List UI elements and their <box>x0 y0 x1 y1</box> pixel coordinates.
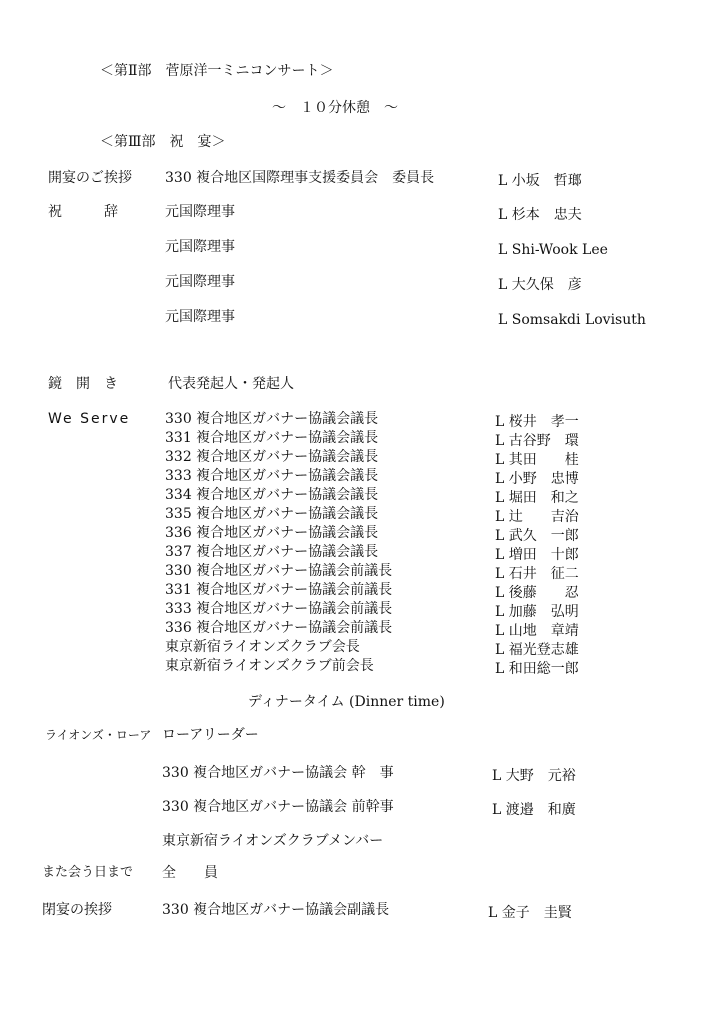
weserve-role: 331 複合地区ガバナー協議会前議長 <box>165 582 393 598</box>
weserve-name: L 石井 征二 <box>495 566 579 582</box>
part2-heading: ＜第Ⅱ部 菅原洋一ミニコンサート＞ <box>100 63 334 79</box>
weserve-role: 330 複合地区ガバナー協議会議長 <box>165 411 379 427</box>
weserve-name: L 和田総一郎 <box>495 661 579 677</box>
shuji-role: 元国際理事 <box>165 309 235 325</box>
dinner-heading: ディナータイム (Dinner time) <box>248 694 445 710</box>
shuji-role: 元国際理事 <box>165 239 235 255</box>
weserve-role: 東京新宿ライオンズクラブ会長 <box>165 639 360 655</box>
weserve-name: L 増田 十郎 <box>495 547 579 563</box>
weserve-role: 335 複合地区ガバナー協議会議長 <box>165 506 379 522</box>
weserve-role: 333 複合地区ガバナー協議会前議長 <box>165 601 393 617</box>
weserve-name: L 桜井 孝一 <box>495 414 579 430</box>
weserve-name: L 後藤 忍 <box>495 585 579 601</box>
weserve-name: L 加藤 弘明 <box>495 604 579 620</box>
weserve-name: L 山地 章靖 <box>495 623 579 639</box>
weserve-name: L 古谷野 環 <box>495 433 579 449</box>
mata-label: また会う日まで <box>42 865 134 880</box>
closing-role: 330 複合地区ガバナー協議会副議長 <box>162 902 390 918</box>
roar-leader: ローアリーダー <box>162 727 259 743</box>
kagami-role: 代表発起人・発起人 <box>168 376 294 392</box>
weserve-role: 331 複合地区ガバナー協議会議長 <box>165 430 379 446</box>
weserve-role: 332 複合地区ガバナー協議会議長 <box>165 449 379 465</box>
opening-role: 330 複合地区国際理事支援委員会 委員長 <box>165 170 435 186</box>
weserve-name: L 武久 一郎 <box>495 528 579 544</box>
shuji-name: L 杉本 忠夫 <box>498 207 582 223</box>
shuji-name: L 大久保 彦 <box>498 277 582 293</box>
roar-role: 330 複合地区ガバナー協議会 前幹事 <box>162 799 394 815</box>
weserve-role: 336 複合地区ガバナー協議会議長 <box>165 525 379 541</box>
shuji-label: 祝 辞 <box>48 204 118 220</box>
shuji-role: 元国際理事 <box>165 204 235 220</box>
weserve-name: L 堀田 和之 <box>495 490 579 506</box>
weserve-role: 336 複合地区ガバナー協議会前議長 <box>165 620 393 636</box>
shuji-name: L Somsakdi Lovisuth <box>498 312 646 328</box>
shuji-role: 元国際理事 <box>165 274 235 290</box>
weserve-name: L 小野 忠博 <box>495 471 579 487</box>
roar-role: 東京新宿ライオンズクラブメンバー <box>162 833 384 849</box>
weserve-role: 330 複合地区ガバナー協議会前議長 <box>165 563 393 579</box>
weserve-role: 337 複合地区ガバナー協議会議長 <box>165 544 379 560</box>
weserve-role: 334 複合地区ガバナー協議会議長 <box>165 487 379 503</box>
weserve-label: We Serve <box>48 411 131 427</box>
shuji-name: L Shi‐Wook Lee <box>498 242 608 258</box>
closing-name: L 金子 圭賢 <box>488 905 572 921</box>
part3-heading: ＜第Ⅲ部 祝 宴＞ <box>100 134 226 150</box>
roar-label: ライオンズ・ローア <box>45 728 152 742</box>
weserve-name: L 辻 吉治 <box>495 509 579 525</box>
roar-name: L 渡邉 和廣 <box>492 802 576 818</box>
weserve-name: L 其田 桂 <box>495 452 579 468</box>
kagami-label: 鏡 開 き <box>48 376 118 392</box>
mata-role: 全 員 <box>162 865 218 881</box>
weserve-name: L 福光登志雄 <box>495 642 579 658</box>
roar-role: 330 複合地区ガバナー協議会 幹 事 <box>162 765 394 781</box>
opening-label: 開宴のご挨拶 <box>48 170 132 186</box>
roar-name: L 大野 元裕 <box>492 768 576 784</box>
closing-label: 閉宴の挨拶 <box>42 902 112 918</box>
opening-name: L 小坂 哲瑯 <box>498 173 582 189</box>
weserve-role: 東京新宿ライオンズクラブ前会長 <box>165 658 374 674</box>
weserve-role: 333 複合地区ガバナー協議会議長 <box>165 468 379 484</box>
break-heading: ～ １０分休憩 ～ <box>272 100 398 116</box>
